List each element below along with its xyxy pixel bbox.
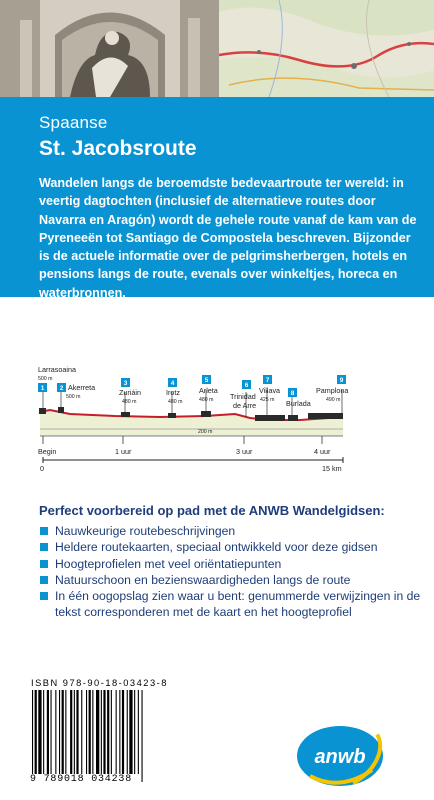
- bullet-square-icon: [40, 576, 48, 584]
- scale-end: 15 km: [322, 464, 342, 473]
- barcode-bar: [86, 690, 87, 774]
- logo-text: anwb: [314, 746, 366, 768]
- alt-1: 500 m: [38, 376, 53, 382]
- list-item: Heldere routekaarten, speciaal ontwikkeld voor deze gidsen: [39, 539, 431, 555]
- list-item: Nauwkeurige routebeschrijvingen: [39, 523, 431, 539]
- place-name-8: Burlada: [286, 399, 311, 408]
- list-item: Natuurschoon en bezienswaardigheden langs de route: [39, 572, 431, 588]
- alt-7: 425 m: [260, 397, 275, 403]
- alt-4: 480 m: [168, 399, 183, 405]
- barcode-bar: [107, 690, 109, 774]
- elevation-profile: [0, 360, 434, 480]
- marker-2: 2: [59, 385, 64, 392]
- place-name-5: Arleta: [199, 386, 218, 395]
- alt-2: 500 m: [66, 394, 81, 400]
- barcode-bar: [35, 690, 37, 782]
- features-list: [39, 523, 431, 621]
- barcode-bar: [38, 690, 41, 774]
- marker-6: 6: [244, 382, 249, 389]
- barcode-bar: [43, 690, 44, 774]
- series-prefix: Spaanse: [39, 113, 108, 132]
- alt-9: 490 m: [326, 397, 341, 403]
- alt-5: 480 m: [199, 397, 214, 403]
- barcode-digits: 9 789018 034238: [30, 774, 133, 785]
- bullet-square-icon: [40, 560, 48, 568]
- barcode-bar: [134, 690, 135, 774]
- alt-3: 480 m: [122, 399, 137, 405]
- time-begin: Begin: [38, 447, 57, 456]
- book-title: St. Jacobsroute: [39, 137, 197, 160]
- barcode-bar: [138, 690, 139, 774]
- cover-route-map: [219, 0, 434, 97]
- marker-1: 1: [40, 385, 45, 392]
- barcode-icon: [30, 690, 175, 786]
- barcode-bar: [76, 690, 78, 774]
- barcode-bar: [119, 690, 120, 774]
- place-name-3: Zuriáin: [119, 388, 141, 397]
- place-name-2: Akerreta: [68, 383, 96, 392]
- marker-7: 7: [265, 377, 270, 384]
- barcode-bar: [116, 690, 117, 774]
- barcode-bar: [103, 690, 105, 774]
- time-4h: 4 uur: [314, 447, 331, 456]
- barcode-bar: [92, 690, 93, 782]
- barcode-bar: [96, 690, 99, 774]
- barcode-bar: [111, 690, 112, 774]
- cover-photo-statue: [0, 0, 219, 97]
- place-name-1: Larrasoaina: [38, 365, 76, 374]
- marker-9: 9: [339, 377, 344, 384]
- barcode-bar: [32, 690, 33, 782]
- bullet-square-icon: [40, 527, 48, 535]
- reference-altitude: 200 m: [198, 429, 213, 435]
- list-item: Hoogteprofielen met veel oriëntatiepunten: [39, 556, 431, 572]
- place-name-6a: Trinidad: [230, 392, 256, 401]
- list-item: In één oogopslag zien waar u bent: genummerde verwijzingen in de tekst corresponderen met de kaart en het hoogteprofiel: [39, 588, 431, 621]
- features-heading: Perfect voorbereid op pad met de ANWB Wandelgidsen:: [39, 503, 385, 518]
- barcode-bar: [81, 690, 82, 774]
- bullet-square-icon: [40, 592, 48, 600]
- barcode-bar: [74, 690, 75, 774]
- barcode-bar: [47, 690, 49, 774]
- scale-start: 0: [40, 464, 44, 473]
- place-name-9: Pamplona: [316, 386, 349, 395]
- time-3h: 3 uur: [236, 447, 253, 456]
- barcode-bar: [55, 690, 56, 774]
- title-panel: [0, 97, 434, 300]
- anwb-logo: [290, 722, 386, 794]
- barcode-bar: [142, 690, 143, 782]
- marker-3: 3: [123, 380, 128, 387]
- barcode-bar: [129, 690, 132, 774]
- marker-8: 8: [290, 390, 295, 397]
- place-name-6b: de Arre: [233, 401, 257, 410]
- place-name-4: Irotz: [166, 388, 180, 397]
- barcode-bar: [51, 690, 52, 774]
- place-name-7: Villava: [259, 386, 281, 395]
- marker-5: 5: [204, 377, 209, 384]
- book-description: Wandelen langs de beroemdste bedevaartroute ter wereld: in veertig dagtochten (inclusief de alternatieve routes door Navarra en Aragón) wordt de gehele route vanaf de kam van de Pyreneeën tot Santiago de Compostela beschreven. Bijzonder is de actuele informatie over de pelgrimsherbergen, hotels en pensions langs de route, evenals over winkeltjes, horeca en waterbronnen.: [39, 176, 417, 300]
- barcode-bar: [89, 690, 91, 782]
- bullet-square-icon: [40, 543, 48, 551]
- barcode-bar: [127, 690, 128, 774]
- marker-4: 4: [170, 380, 175, 387]
- barcode-bar: [70, 690, 72, 774]
- barcode-bar: [65, 690, 66, 774]
- time-1h: 1 uur: [115, 447, 132, 456]
- barcode-bar: [122, 690, 124, 774]
- barcode-bar: [62, 690, 64, 774]
- isbn-label: ISBN 978-90-18-03423-8: [31, 678, 168, 688]
- barcode-bar: [59, 690, 60, 774]
- barcode-bar: [101, 690, 102, 774]
